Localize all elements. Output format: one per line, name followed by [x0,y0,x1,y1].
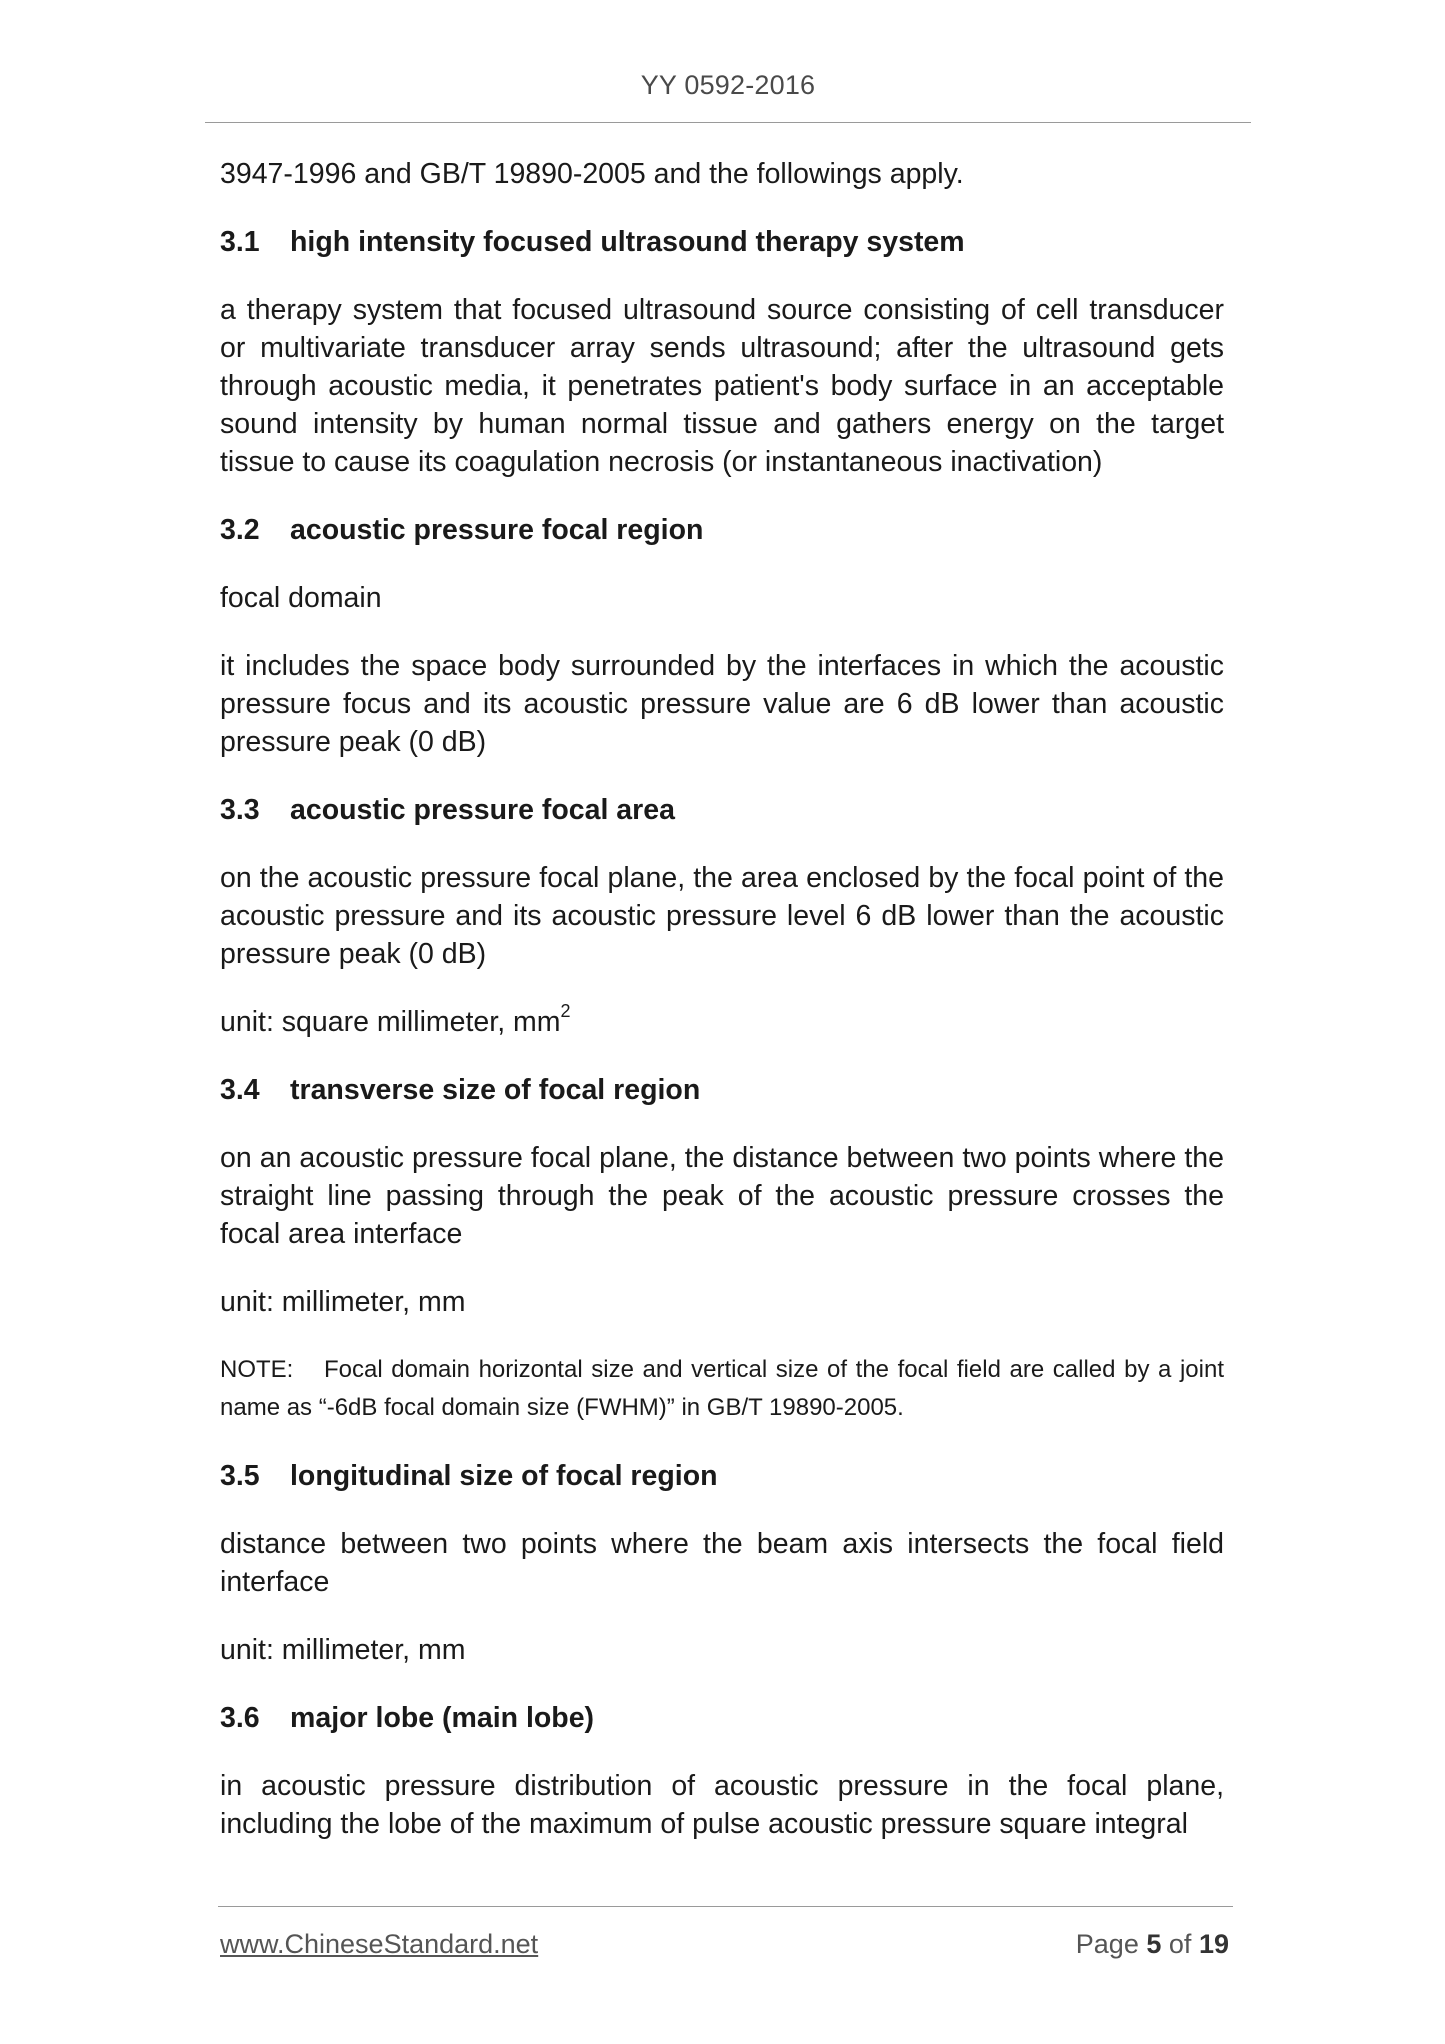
page-of: of [1168,1929,1192,1959]
section-3-6-heading [220,1699,1224,1737]
section-number: 3.2 [220,514,260,546]
section-3-2-definition: it includes the space body surrounded by the interfaces in which the acoustic pressure focus and its acoustic pressure value are 6 dB lower than acoustic pressure peak (0 dB) [220,650,1224,758]
note-text: Focal domain horizontal size and vertical size of the focal field are called by a joint name as “-6dB focal domain size (FWHM)” in GB/T 19890-2005. [220,1356,1224,1421]
unit-superscript: 2 [560,1000,571,1021]
unit-text: unit: square millimeter, mm [220,1006,561,1038]
page-header-doc-code: YY 0592-2016 [640,70,816,100]
section-3-5-definition: distance between two points where the beam axis intersects the focal field interface [220,1528,1224,1598]
section-number: 3.4 [220,1074,260,1106]
intro-paragraph: 3947-1996 and GB/T 19890-2005 and the followings apply. [220,158,964,190]
section-title: longitudinal size of focal region [290,1460,718,1492]
section-3-3-definition: on the acoustic pressure focal plane, the area enclosed by the focal point of the acoustic pressure and its acoustic pressure level 6 dB lower than the acoustic pressure peak (0 dB) [220,862,1224,970]
section-3-4-heading [220,1071,1224,1109]
section-3-6-definition: in acoustic pressure distribution of acoustic pressure in the focal plane, including the lobe of the maximum of pulse acoustic pressure square integral [220,1770,1224,1840]
section-3-5-unit: unit: millimeter, mm [220,1634,466,1666]
section-3-4-unit: unit: millimeter, mm [220,1286,466,1318]
section-title: major lobe (main lobe) [290,1702,595,1734]
section-3-1-heading [220,223,1224,261]
section-title: transverse size of focal region [290,1074,701,1106]
section-title: acoustic pressure focal area [290,794,675,826]
section-3-3-heading [220,791,1224,829]
page-label: Page [1075,1929,1139,1959]
section-number: 3.3 [220,794,260,826]
section-3-2-heading [220,511,1224,549]
footer-divider [218,1906,1233,1907]
section-number: 3.6 [220,1702,260,1734]
page-current: 5 [1146,1929,1162,1959]
section-3-4-note [220,1351,1224,1427]
note-label: NOTE: [220,1356,294,1383]
section-3-2-synonym: focal domain [220,582,382,614]
section-3-1-definition: a therapy system that focused ultrasound source consisting of cell transducer or multivariate transducer array sends ultrasound; after the ultrasound gets through acoustic media, it penetrates patient's body surface in an acceptable sound intensity by human normal tissue and gathers energy on the target tissue to cause its coagulation necrosis (or instantaneous inactivation) [220,294,1224,478]
section-title: high intensity focused ultrasound therapy system [290,226,965,258]
section-title: acoustic pressure focal region [290,514,704,546]
page-total: 19 [1198,1929,1229,1959]
section-3-4-definition: on an acoustic pressure focal plane, the distance between two points where the straight line passing through the peak of the acoustic pressure crosses the focal area interface [220,1142,1224,1250]
section-3-5-heading [220,1457,1224,1495]
header-divider [205,122,1251,123]
footer-page-indicator [1000,1929,1229,1960]
document-body [220,155,1224,1873]
section-number: 3.1 [220,226,260,258]
footer-website-link[interactable]: www.ChineseStandard.net [220,1929,539,1959]
section-number: 3.5 [220,1460,260,1492]
section-3-3-unit [220,1000,1224,1041]
